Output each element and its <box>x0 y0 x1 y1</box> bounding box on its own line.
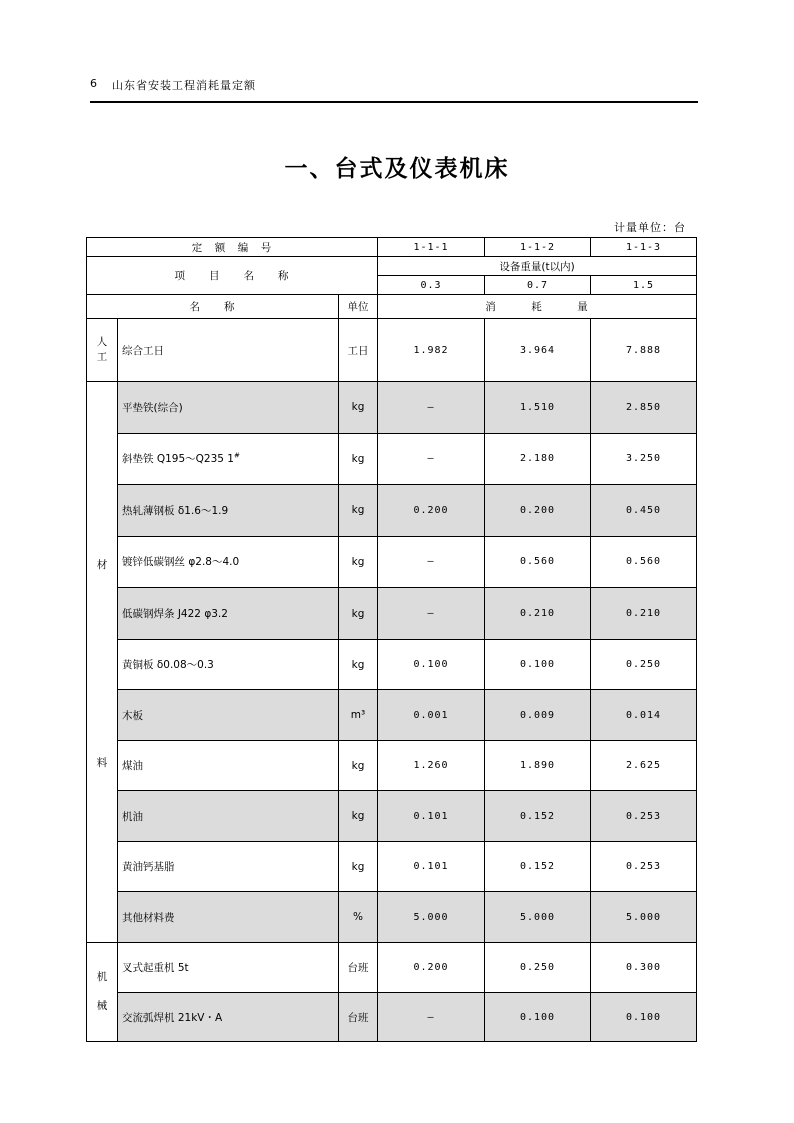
item-unit: 台班 <box>339 993 378 1042</box>
item-unit: % <box>339 892 378 943</box>
item-value: 0.014 <box>591 690 697 741</box>
item-name: 木板 <box>118 690 339 741</box>
category-char: 人 <box>96 336 108 349</box>
column-header-row <box>87 295 697 319</box>
material-category <box>87 382 118 943</box>
item-value: 0.250 <box>591 639 697 690</box>
item-value: 2.850 <box>591 382 697 434</box>
item-value: 0.100 <box>378 639 485 690</box>
item-value: 0.152 <box>485 841 591 892</box>
item-value: 0.100 <box>485 639 591 690</box>
item-value: 0.210 <box>485 588 591 640</box>
item-value: — <box>378 433 485 485</box>
code-row <box>87 238 697 257</box>
item-unit: kg <box>339 382 378 434</box>
item-unit: kg <box>339 536 378 588</box>
code-label: 定 额 编 号 <box>87 238 378 257</box>
item-unit: 台班 <box>339 943 378 993</box>
item-value: 2.180 <box>485 433 591 485</box>
machinery-row <box>87 993 697 1042</box>
item-value: — <box>378 588 485 640</box>
item-name: 综合工日 <box>118 319 339 382</box>
item-unit: m³ <box>339 690 378 741</box>
item-value: 5.000 <box>378 892 485 943</box>
item-name: 低碳钢焊条 J422 φ3.2 <box>118 588 339 640</box>
item-value: — <box>378 993 485 1042</box>
item-value: 0.200 <box>378 943 485 993</box>
material-row <box>87 740 697 791</box>
item-value: 3.250 <box>591 433 697 485</box>
item-unit: kg <box>339 841 378 892</box>
item-value: 0.152 <box>485 791 591 842</box>
item-value: 1.510 <box>485 382 591 434</box>
page-number: 6 <box>90 77 98 90</box>
item-value: 1.890 <box>485 740 591 791</box>
category-char: 机 <box>96 971 108 984</box>
category-char: 工 <box>96 351 108 363</box>
material-row <box>87 536 697 588</box>
item-name: 其他材料费 <box>118 892 339 943</box>
quota-code: 1-1-2 <box>485 238 591 257</box>
item-value: 0.101 <box>378 791 485 842</box>
item-label: 项 目 名 称 <box>87 257 378 295</box>
item-name: 叉式起重机 5t <box>118 943 339 993</box>
page-header <box>90 75 698 103</box>
material-row <box>87 485 697 537</box>
item-name: 镀锌低碳钢丝 φ2.8～4.0 <box>118 536 339 588</box>
material-row <box>87 690 697 741</box>
item-name-text: 斜垫铁 Q195～Q235 1 <box>122 453 234 466</box>
item-name-sup: # <box>233 451 240 460</box>
item-name: 热轧薄钢板 δ1.6～1.9 <box>118 485 339 537</box>
item-name: 平垫铁(综合) <box>118 382 339 434</box>
material-row <box>87 382 697 434</box>
item-value: 3.964 <box>485 319 591 382</box>
unit-note: 计量单位：台 <box>614 221 686 234</box>
consumption-header: 消 耗 量 <box>378 295 697 319</box>
item-value: 0.560 <box>485 536 591 588</box>
name-header: 名 称 <box>87 295 339 319</box>
machinery-row <box>87 943 697 993</box>
item-value: 0.210 <box>591 588 697 640</box>
item-value: 0.250 <box>485 943 591 993</box>
item-value: 1.260 <box>378 740 485 791</box>
item-value: 0.253 <box>591 791 697 842</box>
category-char: 料 <box>96 757 108 769</box>
item-unit: kg <box>339 588 378 640</box>
item-name: 煤油 <box>118 740 339 791</box>
labor-category <box>87 319 118 382</box>
item-value: 0.001 <box>378 690 485 741</box>
item-value: 0.100 <box>485 993 591 1042</box>
machinery-category <box>87 943 118 1042</box>
material-row <box>87 588 697 640</box>
item-unit: kg <box>339 639 378 690</box>
item-unit: 工日 <box>339 319 378 382</box>
item-value: 0.100 <box>591 993 697 1042</box>
item-row <box>87 257 697 276</box>
item-value: 0.560 <box>591 536 697 588</box>
item-value: 2.625 <box>591 740 697 791</box>
quota-table <box>86 237 697 1042</box>
item-value: 0.101 <box>378 841 485 892</box>
item-unit: kg <box>339 485 378 537</box>
item-name: 机油 <box>118 791 339 842</box>
item-unit: kg <box>339 433 378 485</box>
quota-code: 1-1-1 <box>378 238 485 257</box>
item-value: 0.200 <box>485 485 591 537</box>
item-unit: kg <box>339 791 378 842</box>
quota-code: 1-1-3 <box>591 238 697 257</box>
category-char: 械 <box>96 1000 108 1012</box>
item-value: — <box>378 536 485 588</box>
item-name: 黄铜板 δ0.08～0.3 <box>118 639 339 690</box>
weight-value: 1.5 <box>591 276 697 295</box>
labor-row <box>87 319 697 382</box>
item-value: 1.982 <box>378 319 485 382</box>
weight-value: 0.7 <box>485 276 591 295</box>
material-row <box>87 841 697 892</box>
item-value: 0.253 <box>591 841 697 892</box>
weight-label: 设备重量(t以内) <box>378 257 697 276</box>
item-name: 黄油钙基脂 <box>118 841 339 892</box>
item-value: 0.450 <box>591 485 697 537</box>
unit-header: 单位 <box>339 295 378 319</box>
item-name <box>118 433 339 485</box>
book-title: 山东省安装工程消耗量定额 <box>112 79 256 92</box>
weight-value: 0.3 <box>378 276 485 295</box>
item-value: 0.300 <box>591 943 697 993</box>
item-value: 0.200 <box>378 485 485 537</box>
item-value: 0.009 <box>485 690 591 741</box>
item-unit: kg <box>339 740 378 791</box>
material-row <box>87 433 697 485</box>
item-name: 交流弧焊机 21kV・A <box>118 993 339 1042</box>
material-row <box>87 892 697 943</box>
category-char: 材 <box>96 559 108 571</box>
item-value: 5.000 <box>485 892 591 943</box>
section-title: 一、台式及仪表机床 <box>284 156 510 182</box>
item-value: — <box>378 382 485 434</box>
item-value: 7.888 <box>591 319 697 382</box>
material-row <box>87 639 697 690</box>
material-row <box>87 791 697 842</box>
item-value: 5.000 <box>591 892 697 943</box>
